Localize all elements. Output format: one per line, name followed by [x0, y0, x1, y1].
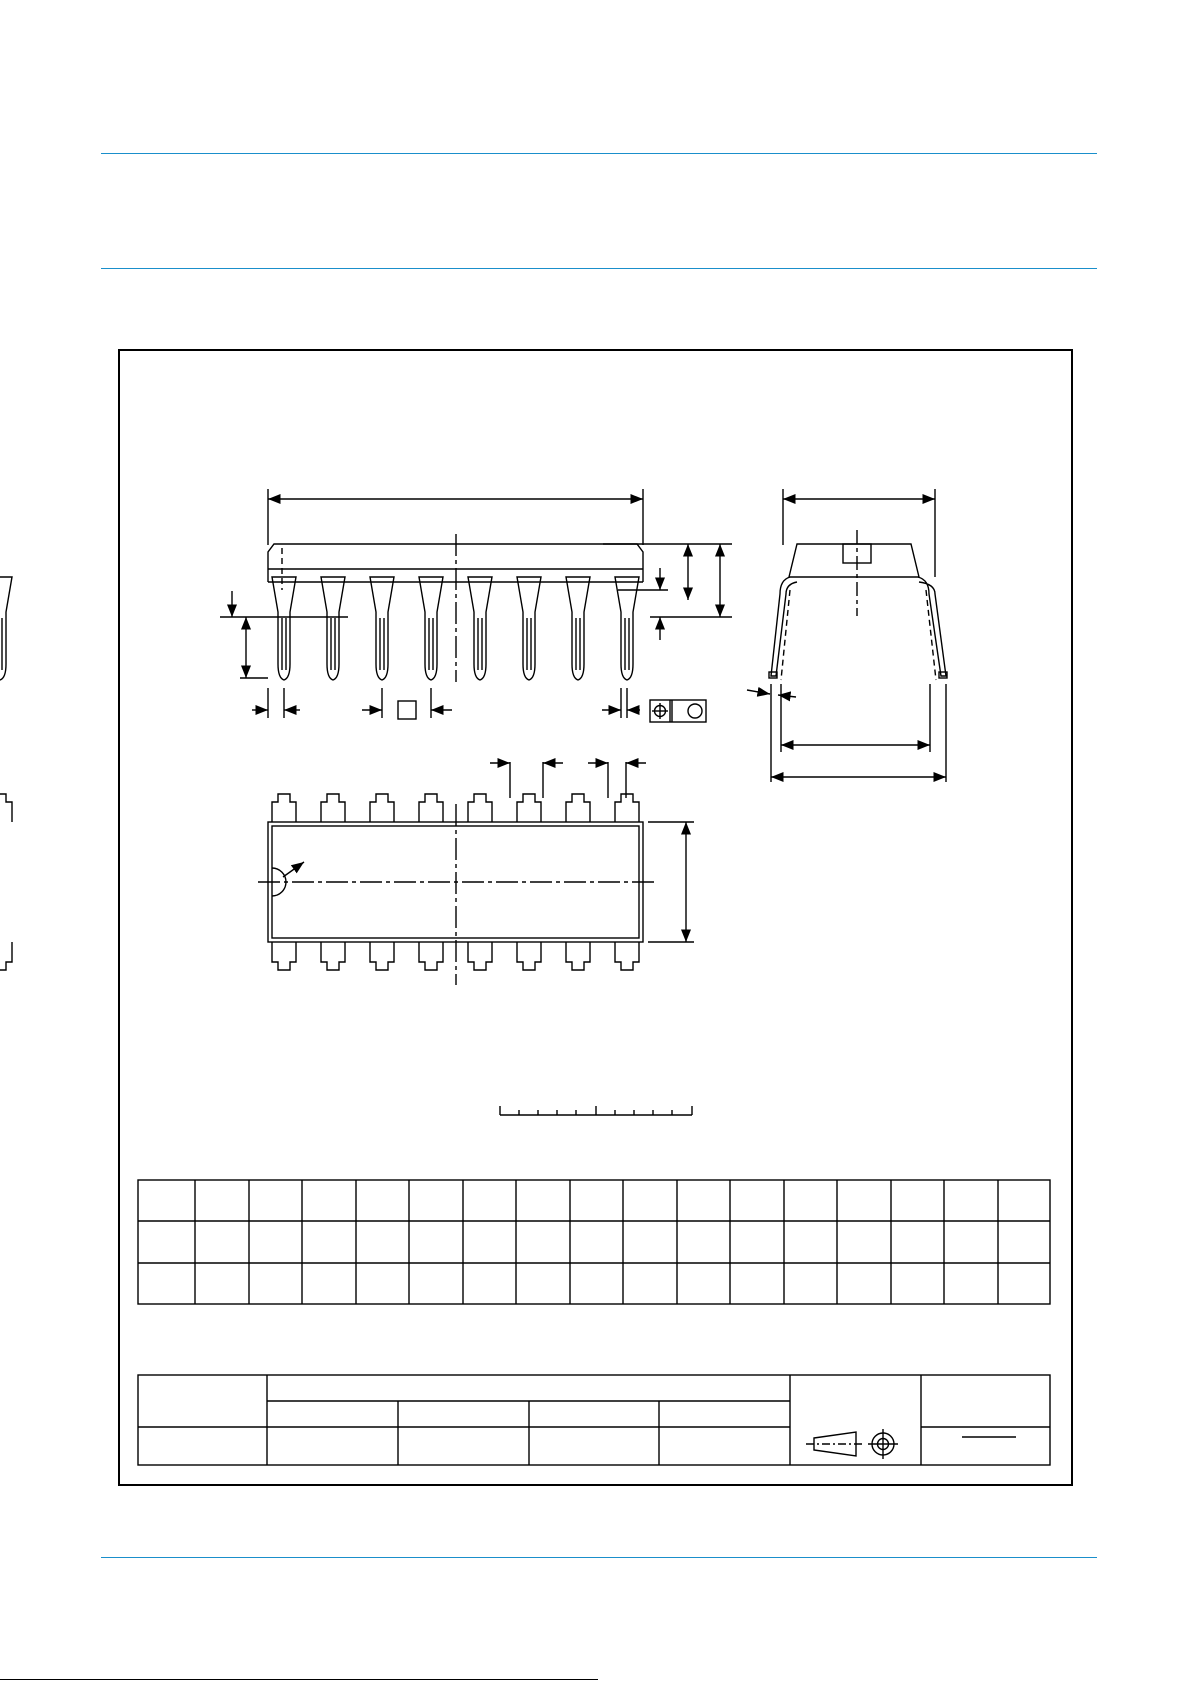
- footer-rule: [101, 1557, 1097, 1558]
- front-view: [0, 489, 732, 722]
- title-block-table: [138, 1375, 1050, 1465]
- end-view-body: [789, 544, 919, 577]
- top-view: [0, 762, 694, 985]
- basic-dimension-box: [398, 701, 416, 719]
- position-tolerance-icon: [650, 700, 706, 722]
- dimensions-table: [138, 1180, 1050, 1304]
- top-view-upper-leads: [0, 794, 639, 822]
- front-view-leads: [0, 577, 639, 680]
- top-view-lower-leads: [0, 942, 639, 970]
- third-angle-projection-icon: [806, 1429, 898, 1459]
- end-view: [747, 489, 947, 782]
- end-view-right-lead: [918, 577, 946, 676]
- end-view-left-lead: [771, 577, 797, 676]
- scale-bar: [500, 1106, 692, 1115]
- footer-black-line: [0, 1679, 598, 1680]
